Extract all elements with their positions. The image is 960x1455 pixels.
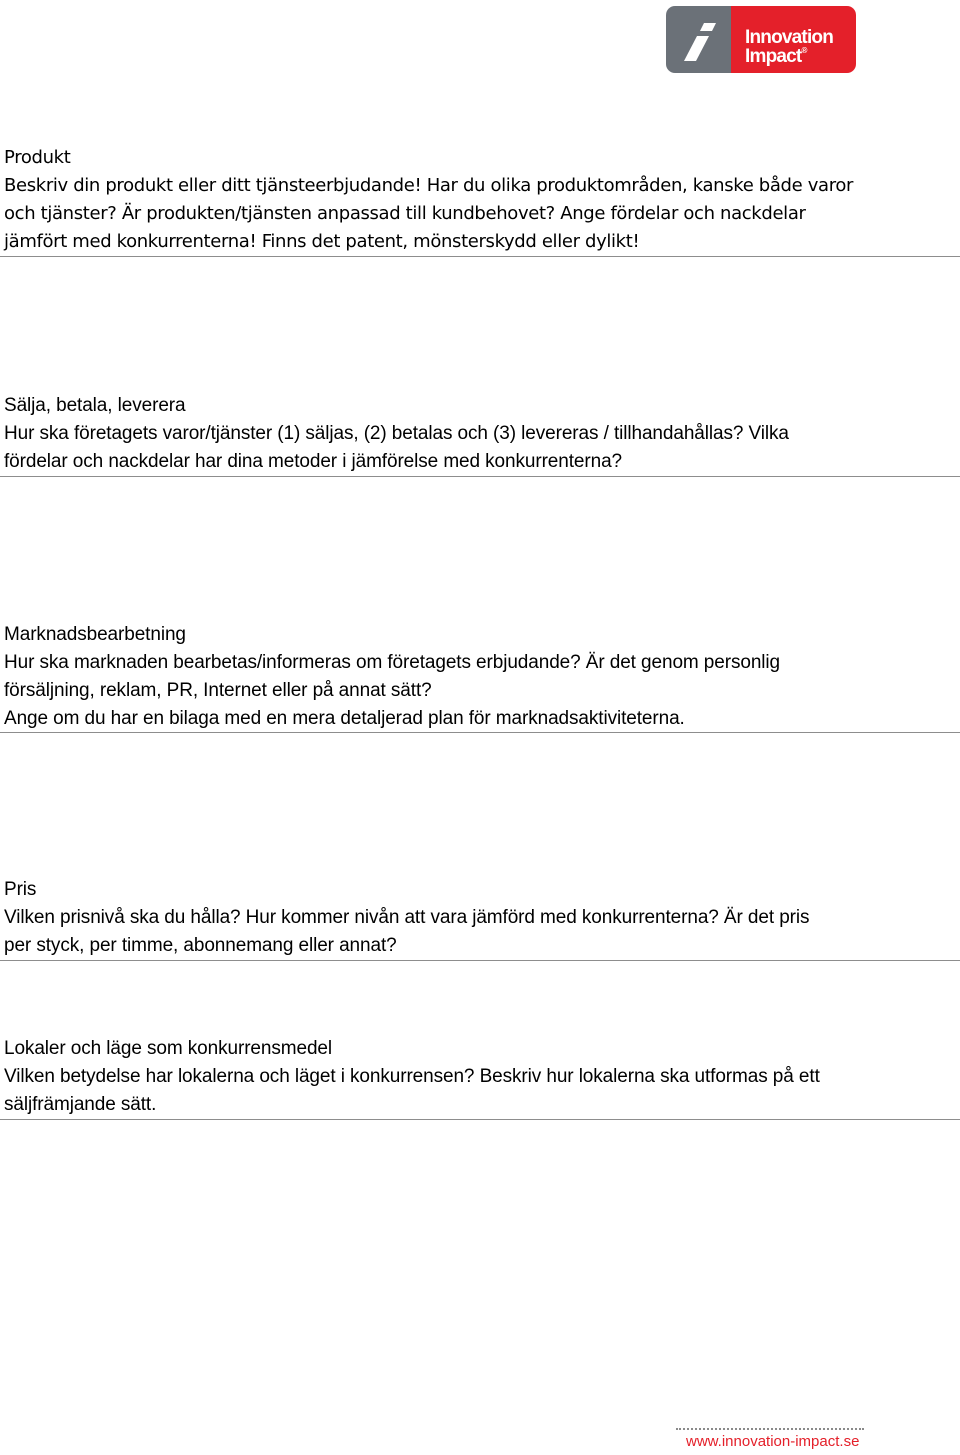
divider xyxy=(0,732,960,733)
section-text-line: fördelar och nackdelar har dina metoder i jämförelse med konkurrenterna? xyxy=(4,451,623,472)
section-heading: Sälja, betala, leverera xyxy=(4,395,186,416)
section-marknadsbearbetning xyxy=(4,621,960,733)
section-pris xyxy=(4,876,960,960)
innovation-impact-logo xyxy=(666,6,856,73)
section-lokaler-och-lage xyxy=(4,1035,960,1119)
divider xyxy=(0,256,960,257)
section-salja-betala-leverera xyxy=(4,392,960,476)
section-text-line: Vilken prisnivå ska du hålla? Hur kommer nivån att vara jämförd med konkurrenterna? Är det pris xyxy=(4,907,810,928)
section-heading: Marknadsbearbetning xyxy=(4,624,186,645)
logo-line-2: Impact xyxy=(745,46,802,67)
section-text-line: försäljning, reklam, PR, Internet eller på annat sätt? xyxy=(4,680,432,701)
divider xyxy=(0,476,960,477)
section-text-line: Beskriv din produkt eller ditt tjänsteerbjudande! Har du olika produktområden, kanske både varor xyxy=(4,175,854,196)
section-heading: Produkt xyxy=(4,147,71,168)
section-text-line: Hur ska företagets varor/tjänster (1) säljas, (2) betalas och (3) levereras / tillhandahållas? Vilka xyxy=(4,423,789,444)
section-text-line: och tjänster? Är produkten/tjänsten anpassad till kundbehovet? Ange fördelar och nackdelar xyxy=(4,203,806,224)
logo-line-1: Innovation xyxy=(745,27,834,48)
logo-i-icon xyxy=(666,6,731,73)
logo-registered-mark: ® xyxy=(801,46,808,55)
logo-i-mark xyxy=(666,6,731,73)
footer-dotted-rule xyxy=(676,1428,864,1430)
section-text-line: Vilken betydelse har lokalerna och läget i konkurrensen? Beskriv hur lokalerna ska utformas på ett xyxy=(4,1066,820,1087)
divider xyxy=(0,960,960,961)
section-text-line: säljfrämjande sätt. xyxy=(4,1094,157,1115)
section-text-line: Ange om du har en bilaga med en mera detaljerad plan för marknadsaktiviteterna. xyxy=(4,708,685,729)
section-text-line: per styck, per timme, abonnemang eller annat? xyxy=(4,935,397,956)
section-heading: Lokaler och läge som konkurrensmedel xyxy=(4,1038,333,1059)
logo-wordmark xyxy=(731,6,856,73)
footer-website-link[interactable]: www.innovation-impact.se xyxy=(686,1433,860,1450)
divider xyxy=(0,1119,960,1120)
section-produkt xyxy=(4,144,960,256)
section-text-line: jämfört med konkurrenterna! Finns det patent, mönsterskydd eller dylikt! xyxy=(4,231,640,252)
section-heading: Pris xyxy=(4,879,37,900)
section-text-line: Hur ska marknaden bearbetas/informeras om företagets erbjudande? Är det genom personlig xyxy=(4,652,781,673)
